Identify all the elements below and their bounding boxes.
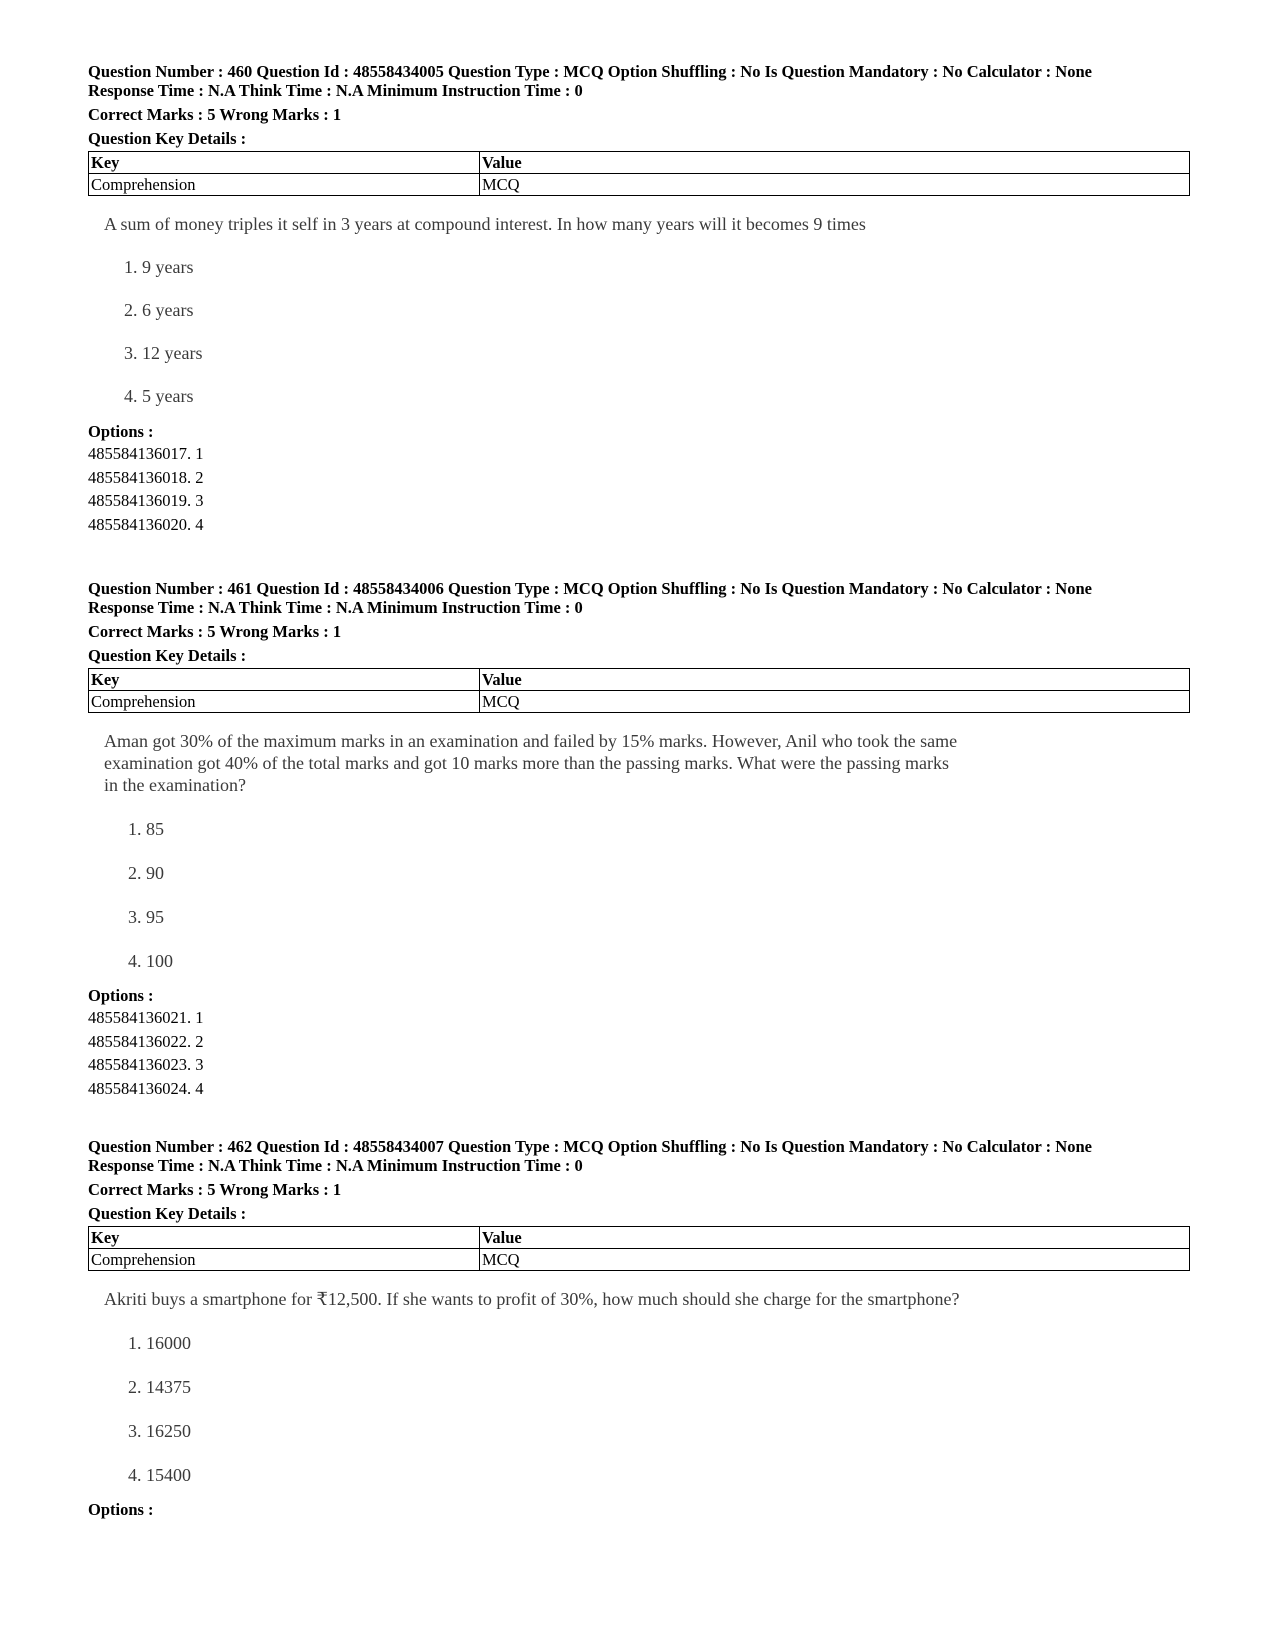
table-key-header: Key xyxy=(89,1227,480,1249)
question-key-table xyxy=(88,668,1190,713)
table-header-row xyxy=(89,1227,1190,1249)
answer-choice: 4. 100 xyxy=(128,951,173,971)
option-id-line: 485584136022. 2 xyxy=(88,1031,204,1051)
answer-choice: 3. 12 years xyxy=(124,343,203,363)
option-id-line: 485584136019. 3 xyxy=(88,491,204,510)
table-key-header: Key xyxy=(89,669,480,691)
answer-choice: 3. 95 xyxy=(128,907,164,927)
question-meta-line: Question Number : 461 Question Id : 48558434006 Question Type : MCQ Option Shuffling : No Is Question Mandatory : No Calculator : None xyxy=(88,579,1092,598)
table-key-header: Key xyxy=(89,152,480,174)
option-id-line: 485584136017. 1 xyxy=(88,444,204,463)
question-stem: Aman got 30% of the maximum marks in an examination and failed by 15% marks. However, Anil who took the same examination got 40% of the total marks and got 10 marks more than the passing marks. What were the passing marks in the examination? xyxy=(104,731,958,795)
option-id-line: 485584136018. 2 xyxy=(88,467,204,487)
answer-choice: 2. 6 years xyxy=(124,300,194,320)
answer-choice: 3. 16250 xyxy=(128,1421,191,1441)
question-key-table xyxy=(88,1226,1190,1271)
question-key-details-label: Question Key Details : xyxy=(88,646,247,665)
question-marks: Correct Marks : 5 Wrong Marks : 1 xyxy=(88,622,342,641)
table-key-cell: Comprehension xyxy=(89,691,480,713)
table-row xyxy=(89,1249,1190,1271)
table-value-cell: MCQ xyxy=(480,1249,1190,1271)
question-block-461 xyxy=(88,579,1190,1100)
table-key-cell: Comprehension xyxy=(89,174,480,196)
question-key-table xyxy=(88,151,1190,196)
answer-choices xyxy=(88,256,1190,407)
answer-choice: 1. 16000 xyxy=(128,1333,191,1353)
answer-choice: 4. 5 years xyxy=(124,386,194,406)
option-id-line: 485584136024. 4 xyxy=(88,1078,204,1098)
answer-choice: 4. 15400 xyxy=(128,1465,191,1485)
table-header-row xyxy=(89,152,1190,174)
answer-choices xyxy=(88,1332,1190,1486)
question-marks: Correct Marks : 5 Wrong Marks : 1 xyxy=(88,105,342,124)
option-id-line: 485584136020. 4 xyxy=(88,514,204,534)
question-stem: A sum of money triples it self in 3 years at compound interest. In how many years will it becomes 9 times xyxy=(104,214,866,234)
option-id-line: 485584136023. 3 xyxy=(88,1055,204,1074)
table-row xyxy=(89,691,1190,713)
table-value-cell: MCQ xyxy=(480,691,1190,713)
table-value-header: Value xyxy=(480,152,1190,174)
table-value-header: Value xyxy=(480,669,1190,691)
question-meta-line: Question Number : 462 Question Id : 48558434007 Question Type : MCQ Option Shuffling : No Is Question Mandatory : No Calculator : None xyxy=(88,1137,1092,1156)
answer-choice: 1. 9 years xyxy=(124,257,194,277)
question-key-details-label: Question Key Details : xyxy=(88,1204,247,1223)
question-meta-line: Question Number : 460 Question Id : 48558434005 Question Type : MCQ Option Shuffling : No Is Question Mandatory : No Calculator : None xyxy=(88,62,1092,81)
table-row xyxy=(89,174,1190,196)
table-value-cell: MCQ xyxy=(480,174,1190,196)
answer-choices xyxy=(88,818,1190,972)
question-marks: Correct Marks : 5 Wrong Marks : 1 xyxy=(88,1180,342,1199)
answer-choice: 2. 90 xyxy=(128,863,164,883)
question-block-462 xyxy=(88,1137,1190,1520)
option-id-line: 485584136021. 1 xyxy=(88,1008,204,1027)
table-header-row xyxy=(89,669,1190,691)
answer-choice: 1. 85 xyxy=(128,819,164,839)
question-timing-line: Response Time : N.A Think Time : N.A Minimum Instruction Time : 0 xyxy=(88,81,583,100)
question-key-details-label: Question Key Details : xyxy=(88,129,247,148)
options-label: Options : xyxy=(88,986,154,1005)
question-stem: Akriti buys a smartphone for ₹12,500. If she wants to profit of 30%, how much should she charge for the smartphone? xyxy=(104,1289,960,1309)
answer-choice: 2. 14375 xyxy=(128,1377,191,1397)
question-timing-line: Response Time : N.A Think Time : N.A Minimum Instruction Time : 0 xyxy=(88,598,583,617)
table-key-cell: Comprehension xyxy=(89,1249,480,1271)
question-timing-line: Response Time : N.A Think Time : N.A Minimum Instruction Time : 0 xyxy=(88,1156,583,1175)
options-label: Options : xyxy=(88,422,154,441)
table-value-header: Value xyxy=(480,1227,1190,1249)
options-label: Options : xyxy=(88,1500,154,1519)
question-block-460 xyxy=(88,62,1190,536)
